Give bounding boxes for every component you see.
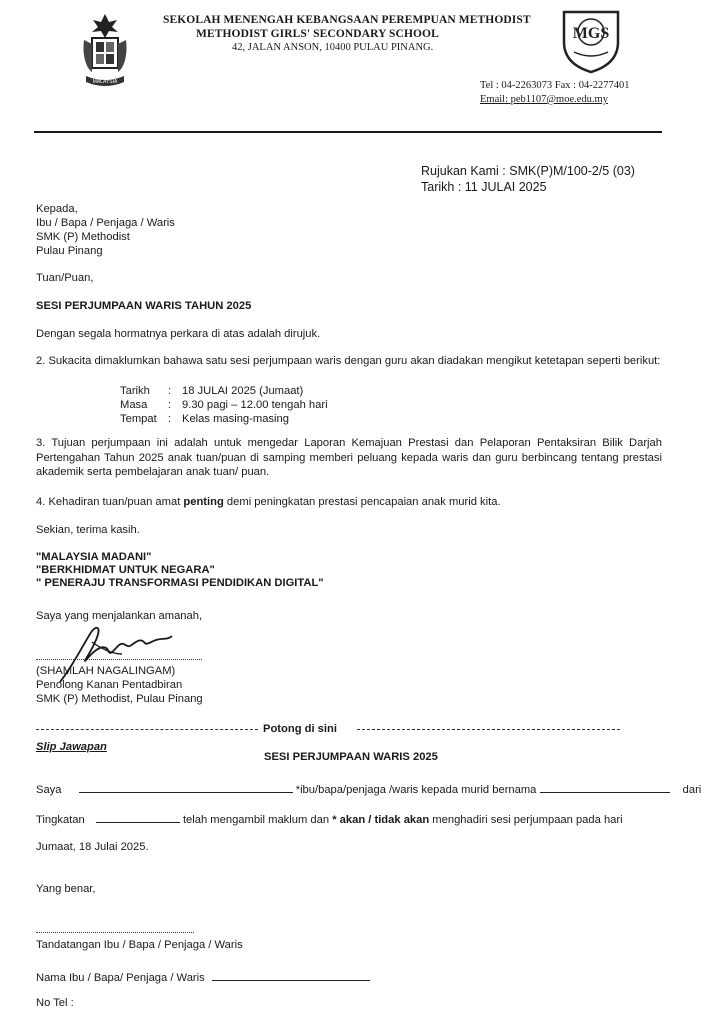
parent-signature-label: Tandatangan Ibu / Bapa / Penjaga / Waris [36,939,243,951]
header-rule [34,131,662,133]
cut-line-right [357,729,620,730]
signer-org: SMK (P) Methodist, Pulau Pinang [36,693,203,705]
slogan: "BERKHIDMAT UNTUK NEGARA" [36,564,215,576]
parent-name-row [36,969,370,985]
detail-row: Tempat : Kelas masing-masing [120,413,289,425]
slip-line-2: Tingkatan telah mengambil maklum dan * akan / tidak akan menghadiri sesi perjumpaan pada hari [36,811,623,827]
slip-title: Slip Jawapan [36,741,107,753]
reference-number: Rujukan Kami : SMK(P)M/100-2/5 (03) [421,164,635,178]
slogans [36,551,324,590]
slip-line-1: Saya *ibu/bapa/penjaga /waris kepada murid bernama dari [36,781,701,797]
contact-tel: Tel : 04-2263073 Fax : 04-2277401 [480,80,630,91]
school-address: 42, JALAN ANSON, 10400 PULAU PINANG. [232,42,434,53]
detail-value: 18 JULAI 2025 (Jumaat) [182,385,304,397]
reference-block [421,163,635,195]
school-name-my: SEKOLAH MENENGAH KEBANGSAAN PEREMPUAN METHODIST [163,14,531,26]
meeting-details [120,384,328,426]
signer-title: Penolong Kanan Pentadbiran [36,679,183,691]
contact-email: Email: peb1107@moe.edu.my [480,94,608,105]
detail-row: Tarikh : 18 JULAI 2025 (Jumaat) [120,385,304,397]
school-logo-text: MGS [572,25,610,42]
crest-motto: MALAYSIA [92,79,118,85]
detail-row: Masa : 9.30 pagi – 12.00 tengah hari [120,399,328,411]
detail-label: Masa [120,399,148,411]
phone-label: No Tel : [36,997,74,1009]
paragraph-3: 3. Tujuan perjumpaan ini adalah untuk mengedar Laporan Kemajuan Prestasi dan Pelaporan Pentaksiran Bilik Darjah Pertengahan Tahun 2025 anak tuan/puan di samping memberi peluang kepada waris dan guru berbincang tentang prestasi akademik serta pembelajaran anak tuan/ puan. [36,437,662,478]
school-logo-icon [560,8,622,74]
slip-line-3: Jumaat, 18 Julai 2025. [36,841,149,853]
signer-name: (SHAMLAH NAGALINGAM) [36,665,176,677]
school-name-en: METHODIST GIRLS' SECONDARY SCHOOL [196,28,439,40]
slip-heading: SESI PERJUMPAAN WARIS 2025 [264,751,438,763]
government-crest-icon [80,10,130,92]
closing: Sekian, terima kasih. [36,524,140,536]
salutation: Tuan/Puan, [36,272,94,284]
slogan: "MALAYSIA MADANI" [36,551,152,563]
recipient-block [36,202,175,258]
detail-label: Tarikh [120,385,150,397]
parent-signature-field[interactable] [36,932,194,933]
parent-name-input[interactable] [212,969,370,981]
recipient-line: Kepada, [36,203,78,215]
recipient-line: Ibu / Bapa / Penjaga / Waris [36,217,175,229]
cut-line-left [36,729,258,730]
cut-line-label: Potong di sini [263,723,337,735]
parent-name-field[interactable] [79,781,293,793]
detail-label: Tempat [120,413,157,425]
signature-line [36,659,202,660]
signoff: Saya yang menjalankan amanah, [36,610,203,622]
paragraph-4: 4. Kehadiran tuan/puan amat penting demi peningkatan prestasi pencapaian anak murid kita. [36,496,501,508]
detail-value: 9.30 pagi – 12.00 tengah hari [182,399,328,411]
form-level-field[interactable] [96,811,180,823]
recipient-line: Pulau Pinang [36,245,103,257]
student-name-field[interactable] [540,781,670,793]
paragraph-2: 2. Sukacita dimaklumkan bahawa satu sesi perjumpaan waris dengan guru akan diadakan mengikut ketetapan seperti berikut: [36,355,661,367]
paragraph-1: Dengan segala hormatnya perkara di atas adalah dirujuk. [36,328,321,340]
recipient-line: SMK (P) Methodist [36,231,130,243]
parent-name-label: Nama Ibu / Bapa/ Penjaga / Waris [36,972,205,984]
slogan: " PENERAJU TRANSFORMASI PENDIDIKAN DIGITAL" [36,577,324,589]
letter-subject: SESI PERJUMPAAN WARIS TAHUN 2025 [36,300,252,312]
signer-block [36,664,203,706]
detail-value: Kelas masing-masing [182,413,289,425]
attendance-choice[interactable]: * akan / tidak akan [332,814,430,826]
slip-yang-benar: Yang benar, [36,883,96,895]
letter-date: Tarikh : 11 JULAI 2025 [421,180,547,194]
